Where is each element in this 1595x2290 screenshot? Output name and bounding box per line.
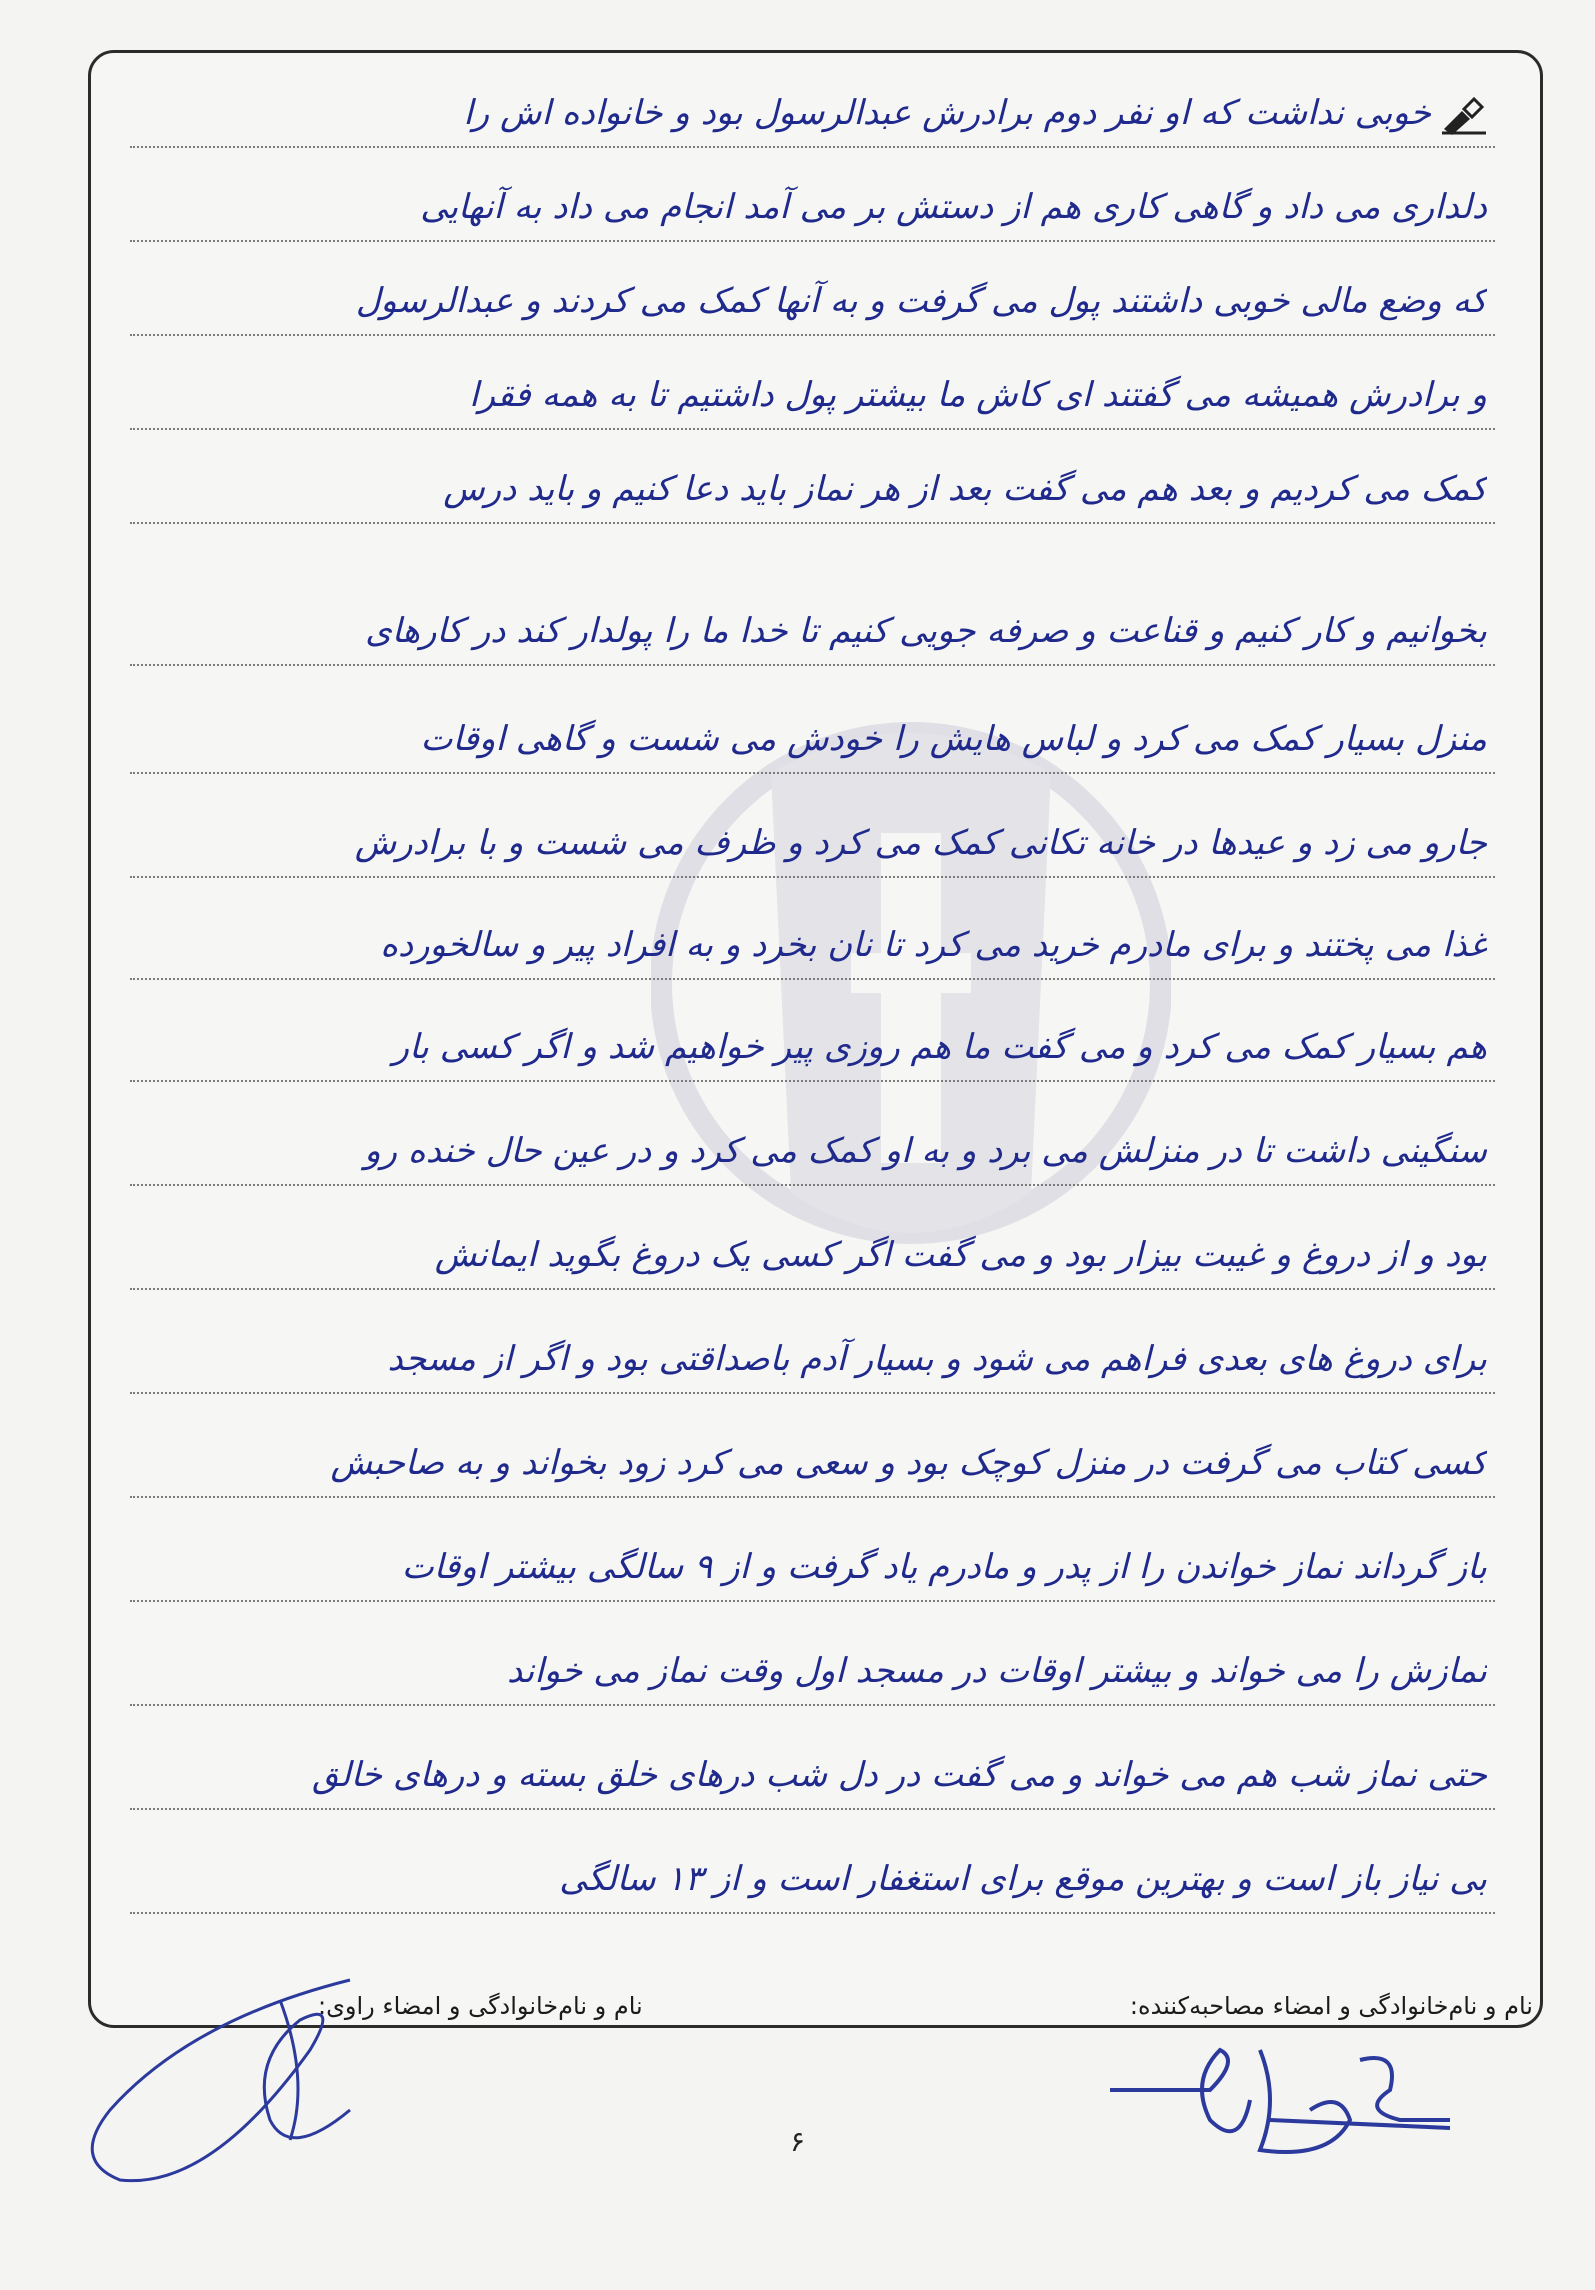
line-text: سنگینی داشت تا در منزلش می برد و به او کمک می کرد و در عین حال خنده رو bbox=[364, 1131, 1487, 1171]
line-text: منزل بسیار کمک می کرد و لباس هایش را خودش می شست و گاهی اوقات bbox=[420, 719, 1487, 759]
handwritten-line bbox=[130, 242, 1495, 336]
handwritten-line bbox=[130, 1300, 1495, 1394]
line-text: بخوانیم و کار کنیم و قناعت و صرفه جویی کنیم تا خدا ما را پولدار کند در کارهای bbox=[365, 611, 1487, 651]
line-text: بی نیاز باز است و بهترین موقع برای استغفار است و از ۱۳ سالگی bbox=[559, 1859, 1487, 1899]
narrator-signature-label: نام و نام‌خانوادگی و امضاء راوی: bbox=[318, 1992, 643, 2020]
line-text: و برادرش همیشه می گفتند ای کاش ما بیشتر پول داشتیم تا به همه فقرا bbox=[469, 375, 1487, 415]
handwritten-line bbox=[130, 784, 1495, 878]
handwritten-line bbox=[130, 1092, 1495, 1186]
narrator-signature bbox=[50, 1960, 380, 2200]
handwritten-line bbox=[130, 1820, 1495, 1914]
line-text: باز گرداند نماز خواندن را از پدر و مادرم یاد گرفت و از ۹ سالگی بیشتر اوقات bbox=[401, 1547, 1487, 1587]
line-text: غذا می پختند و برای مادرم خرید می کرد تا نان بخرد و به افراد پیر و سالخورده bbox=[380, 925, 1487, 965]
handwritten-line bbox=[130, 1508, 1495, 1602]
handwritten-line bbox=[130, 336, 1495, 430]
line-text: هم بسیار کمک می کرد و می گفت ما هم روزی پیر خواهیم شد و اگر کسی بار bbox=[392, 1027, 1487, 1067]
page-number: ۶ bbox=[789, 2125, 806, 2158]
handwritten-line bbox=[130, 988, 1495, 1082]
line-text: حتی نماز شب هم می خواند و می گفت در دل شب درهای خلق بسته و درهای خالق bbox=[312, 1755, 1487, 1795]
interviewer-signature-label: نام و نام‌خانوادگی و امضاء مصاحبه‌کننده: bbox=[1129, 1992, 1533, 2020]
line-text: که وضع مالی خوبی داشتند پول می گرفت و به آنها کمک می کردند و عبدالرسول bbox=[355, 281, 1487, 321]
handwritten-line bbox=[130, 1716, 1495, 1810]
handwritten-line bbox=[130, 680, 1495, 774]
handwritten-line bbox=[130, 430, 1495, 524]
handwritten-line bbox=[130, 1612, 1495, 1706]
handwritten-line bbox=[130, 572, 1495, 666]
handwritten-line bbox=[130, 1404, 1495, 1498]
line-text: بود و از دروغ و غیبت بیزار بود و می گفت اگر کسی یک دروغ بگوید ایمانش bbox=[434, 1235, 1487, 1275]
line-text: کمک می کردیم و بعد هم می گفت بعد از هر نماز باید دعا کنیم و باید درس bbox=[443, 469, 1487, 509]
handwritten-line bbox=[130, 886, 1495, 980]
handwritten-line bbox=[130, 54, 1495, 148]
line-text: کسی کتاب می گرفت در منزل کوچک بود و سعی می کرد زود بخواند و به صاحبش bbox=[330, 1443, 1487, 1483]
line-text: برای دروغ های بعدی فراهم می شود و بسیار آدم باصداقتی بود و اگر از مسجد bbox=[387, 1339, 1487, 1379]
line-text: خوبی نداشت که او نفر دوم برادرش عبدالرسول بود و خانواده اش را bbox=[463, 93, 1431, 133]
handwritten-line bbox=[130, 1196, 1495, 1290]
line-text: نمازش را می خواند و بیشتر اوقات در مسجد اول وقت نماز می خواند bbox=[507, 1651, 1487, 1691]
line-text: دلداری می داد و گاهی کاری هم از دستش بر می آمد انجام می داد به آنهایی bbox=[420, 187, 1487, 227]
line-text: جارو می زد و عیدها در خانه تکانی کمک می کرد و ظرف می شست و با برادرش bbox=[354, 823, 1487, 863]
handwritten-line bbox=[130, 148, 1495, 242]
